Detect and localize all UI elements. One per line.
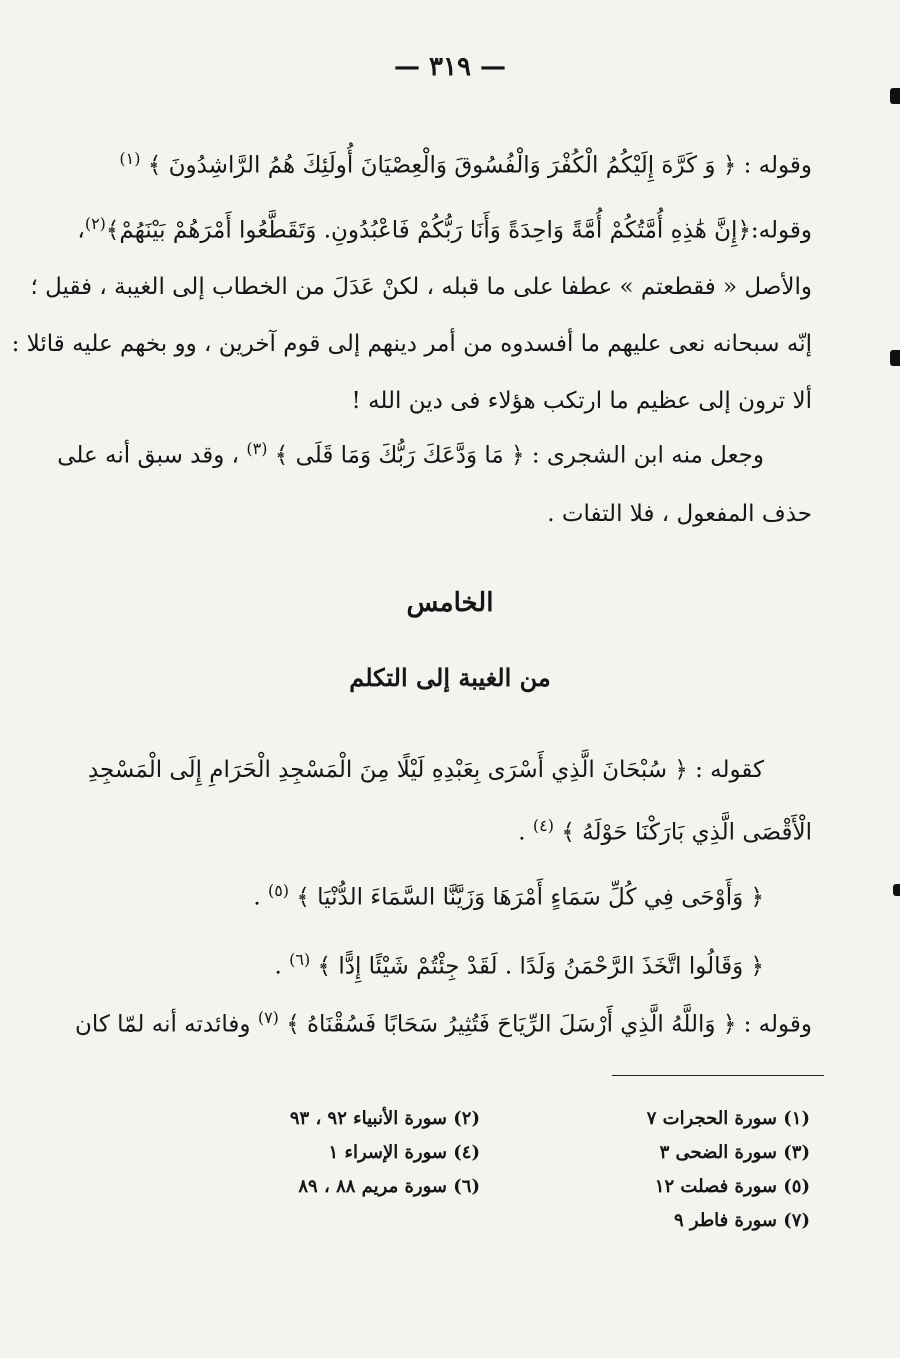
scan-edge-mark xyxy=(890,88,900,104)
paragraph-4 xyxy=(74,990,812,1053)
text-line: حذف المفعول ، فلا التفات . xyxy=(547,500,812,527)
footnote-ref[interactable]: (٤) xyxy=(532,816,555,835)
footnote-item: (١) سورة الحجرات ٧ xyxy=(646,1108,810,1129)
verse-line: ﴿ وَأَوْحَى فِي كُلِّ سَمَاءٍ أَمْرَهَا وَزَيَّنَّا السَّمَاءَ الدُّنْيَا ﴾ $^{(٥)}$ . xyxy=(253,881,764,911)
page-number: — ٣١٩ — xyxy=(393,52,507,82)
scan-edge-mark xyxy=(893,884,900,896)
text-line: وجعل منه ابن الشجرى : ﴿ مَا وَدَّعَكَ رَبُّكَ وَمَا قَلَى ﴾ $^{(٣)}$ ، وقد سبق أنه على xyxy=(57,439,764,469)
footnote-ref[interactable]: (٥) xyxy=(267,881,290,900)
footnote-ref[interactable]: (١) xyxy=(119,149,141,168)
footnotes xyxy=(150,1108,810,1244)
text-line: والأصل « فقطعتم » عطفا على ما قبله ، لكنْ عَدَلَ من الخطاب إلى الغيبة ، فقيل ؛ xyxy=(30,274,812,301)
paragraph-3 xyxy=(78,742,812,861)
paragraph-1 xyxy=(11,130,812,430)
section-subtitle: من الغيبة إلى التكلم xyxy=(349,663,551,692)
verse-line: ﴿ وَقَالُوا اتَّخَذَ الرَّحْمَنُ وَلَدًا . لَقَدْ جِئْتُمْ شَيْئًا إِدًّا ﴾ $^{(٦)}$ . xyxy=(274,949,764,980)
footnote-item: (٦) سورة مريم ٨٨ ، ٨٩ xyxy=(298,1176,480,1197)
text-line: وقوله : ﴿ وَ كَرَّهَ إِلَيْكُمُ الْكُفْرَ وَالْفُسُوقَ وَالْعِصْيَانَ أُولَئِكَ هُمُ الرَّاشِدُونَ ﴾ $^{(١)}$ xyxy=(119,149,812,179)
footnote-item: (٢) سورة الأنبياء ٩٢ ، ٩٣ xyxy=(289,1108,480,1129)
verse-list xyxy=(78,860,812,997)
footnote-item: (٧) سورة فاطر ٩ xyxy=(673,1210,810,1231)
footnote-ref[interactable]: (٢) xyxy=(84,213,106,233)
text-line: كقوله : ﴿ سُبْحَانَ الَّذِي أَسْرَى بِعَبْدِهِ لَيْلًا مِنَ الْمَسْجِدِ الْحَرَامِ إِلَى الْمَسْجِدِ xyxy=(87,757,764,783)
footnote-item: (٤) سورة الإسراء ١ xyxy=(328,1142,480,1163)
footnote-row xyxy=(150,1108,810,1142)
paragraph-2 xyxy=(57,420,812,543)
text-line: الْأَقْصَى الَّذِي بَارَكْنَا حَوْلَهُ ﴾ $^{(٤)}$ . xyxy=(518,816,812,846)
text-line: إنّه سبحانه نعى عليهم ما أفسدوه من أمر دينهم إلى قوم آخرين ، وو بخهم عليه قائلا : xyxy=(11,331,812,358)
text-line: ألا ترون إلى عظيم ما ارتكب هؤلاء فى دين الله ! xyxy=(351,388,812,415)
footnote-item: (٥) سورة فصلت ١٢ xyxy=(654,1176,810,1197)
footnote-row xyxy=(150,1210,810,1244)
footnote-row xyxy=(150,1142,810,1176)
scan-edge-mark xyxy=(890,350,900,366)
section-title: الخامس xyxy=(406,588,494,618)
footnote-ref[interactable]: (٣) xyxy=(246,439,268,458)
text-line: وقوله:﴿إِنَّ هَٰذِهِ أُمَّتُكُمْ أُمَّةً وَاحِدَةً وَأَنَا رَبُّكُمْ فَاعْبُدُونِ. وَتَقَطَّعُوا أَمْرَهُمْ بَيْنَهُمْ﴾$^{(٢)}$، xyxy=(77,213,812,244)
footnote-separator xyxy=(612,1075,824,1076)
footnote-row xyxy=(150,1176,810,1210)
footnote-item: (٣) سورة الضحى ٣ xyxy=(659,1142,810,1163)
text-line: وقوله : ﴿ وَاللَّهُ الَّذِي أَرْسَلَ الرِّيَاحَ فَتُثِيرُ سَحَابًا فَسُقْنَاهُ ﴾ $^{(٧)}$ وفائدته أنه لمّا كان xyxy=(74,1008,812,1038)
footnote-item xyxy=(150,1210,480,1244)
footnote-ref[interactable]: (٦) xyxy=(289,949,311,969)
footnote-ref[interactable]: (٧) xyxy=(257,1008,279,1027)
